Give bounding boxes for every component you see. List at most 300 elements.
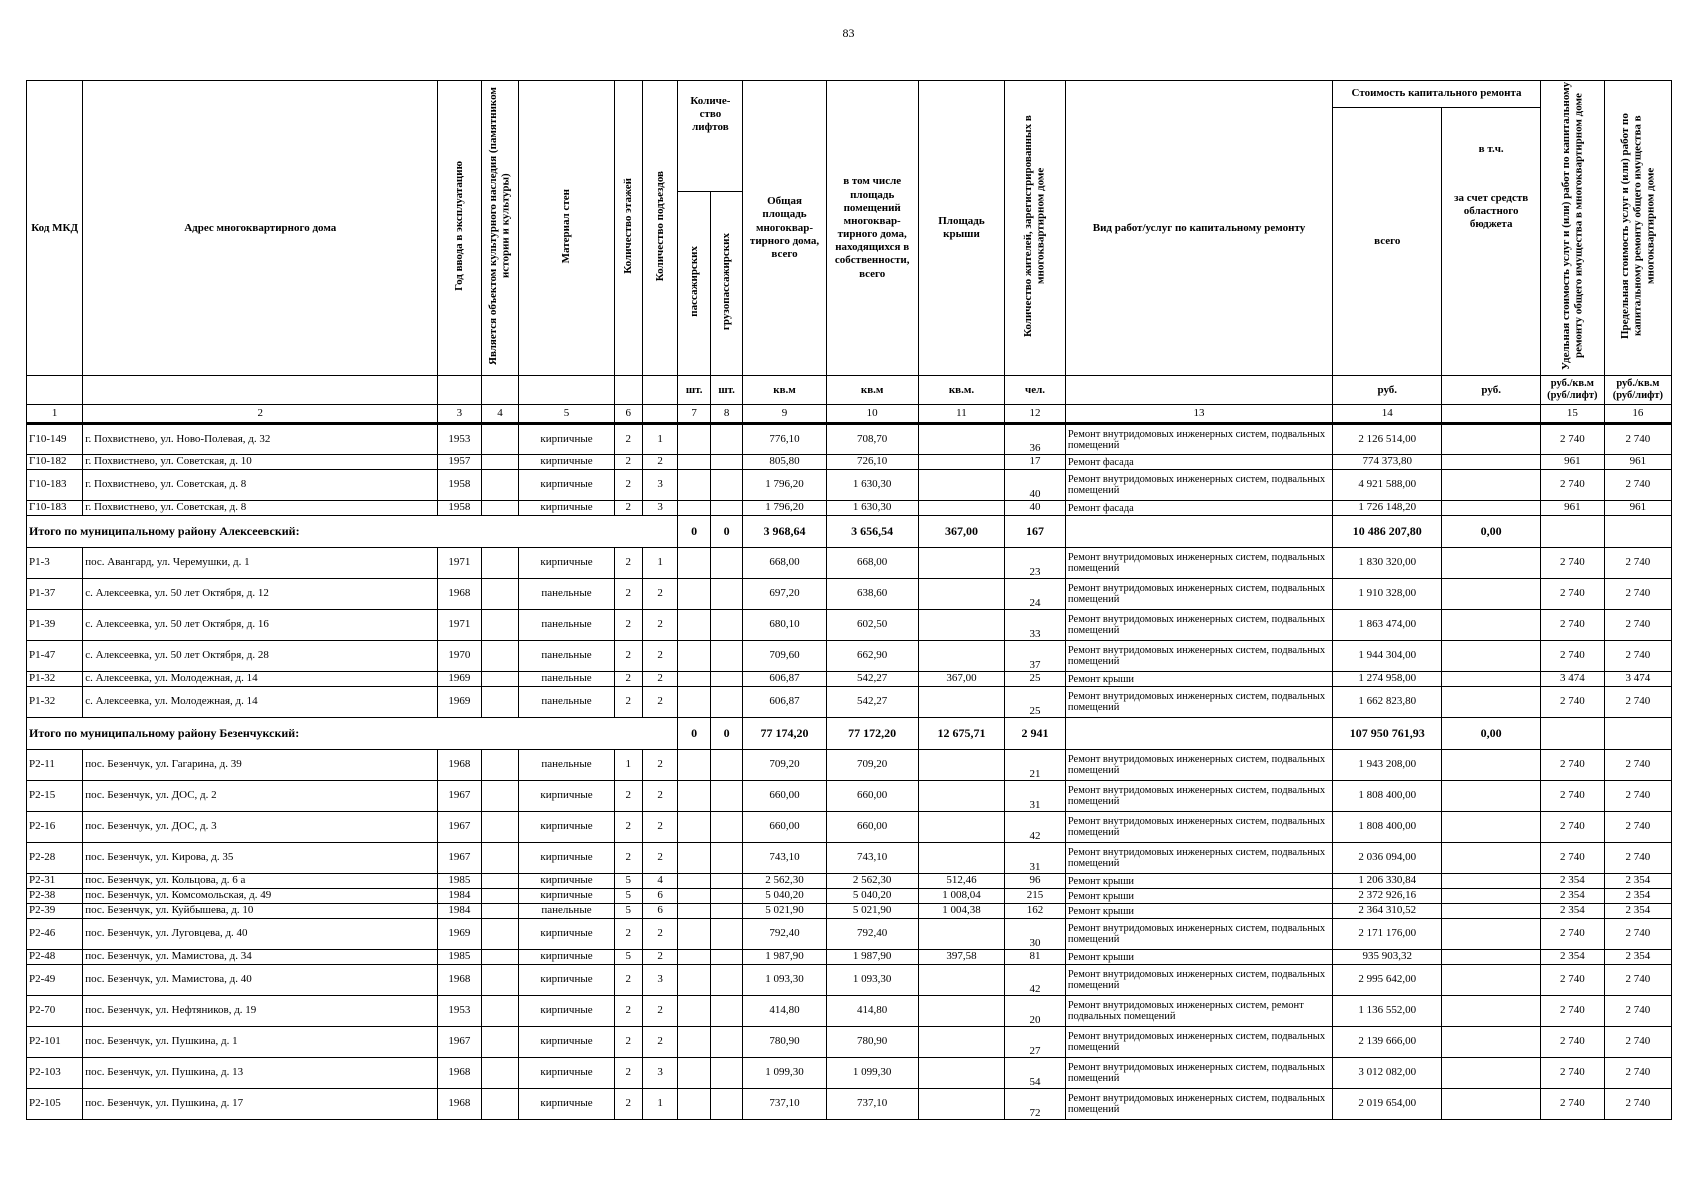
roof-area: 1 004,38: [918, 904, 1005, 919]
unit-cost: 3 474: [1540, 672, 1604, 687]
work-type: Ремонт внутридомовых инженерных систем, подвальных помещений: [1065, 1027, 1332, 1058]
wall-material: панельные: [519, 904, 614, 919]
limit-cost: 2 740: [1604, 610, 1671, 641]
wall-material: кирпичные: [519, 1089, 614, 1120]
work-type: Ремонт крыши: [1065, 904, 1332, 919]
house-address: пос. Безенчук, ул. ДОС, д. 2: [83, 781, 438, 812]
limit-cost: 2 740: [1604, 579, 1671, 610]
residents-count: 31: [1005, 843, 1066, 874]
owned-area: 726,10: [826, 455, 918, 470]
heritage-cell: [481, 470, 519, 501]
total-passenger-elevators: 0: [678, 718, 710, 750]
regional-cost: [1442, 548, 1540, 579]
roof-area: 397,58: [918, 950, 1005, 965]
residents-count: 42: [1005, 812, 1066, 843]
regional-cost: [1442, 889, 1540, 904]
limit-cost: 2 740: [1604, 843, 1671, 874]
freight-elevators: [710, 1089, 742, 1120]
residents-count: 20: [1005, 996, 1066, 1027]
mkd-code: Р1-37: [27, 579, 83, 610]
total-area: 5 040,20: [743, 889, 826, 904]
owned-area: 2 562,30: [826, 874, 918, 889]
total-residents: 167: [1005, 516, 1066, 548]
residents-count: 54: [1005, 1058, 1066, 1089]
total-area: 709,20: [743, 750, 826, 781]
mkd-code: Р2-105: [27, 1089, 83, 1120]
year-built: 1958: [438, 501, 481, 516]
owned-area: 743,10: [826, 843, 918, 874]
freight-elevators: [710, 610, 742, 641]
heritage-cell: [481, 1027, 519, 1058]
work-type: Ремонт внутридомовых инженерных систем, подвальных помещений: [1065, 750, 1332, 781]
unit-cost: 2 740: [1540, 424, 1604, 455]
table-row: [27, 1058, 1672, 1089]
repair-cost: 1 274 958,00: [1333, 672, 1442, 687]
unit-cell: чел.: [1005, 376, 1066, 405]
passenger-elevators: [678, 579, 710, 610]
total-owned-area: 3 656,54: [826, 516, 918, 548]
residents-count: 37: [1005, 641, 1066, 672]
mkd-code: Р2-28: [27, 843, 83, 874]
regional-cost: [1442, 812, 1540, 843]
heritage-cell: [481, 1058, 519, 1089]
year-built: 1971: [438, 548, 481, 579]
repair-cost: 2 171 176,00: [1333, 919, 1442, 950]
column-number: 15: [1540, 405, 1604, 424]
work-type: Ремонт внутридомовых инженерных систем, подвальных помещений: [1065, 1089, 1332, 1120]
header-residents: Количество жителей, зарегистрированных в многоквартирном доме: [1005, 81, 1066, 376]
entrances-count: 2: [642, 919, 678, 950]
table-row: [27, 843, 1672, 874]
table-row: [27, 610, 1672, 641]
owned-area: 5 021,90: [826, 904, 918, 919]
total-area: 1 093,30: [743, 965, 826, 996]
floors-count: 2: [614, 548, 642, 579]
passenger-elevators: [678, 687, 710, 718]
year-built: 1968: [438, 965, 481, 996]
passenger-elevators: [678, 781, 710, 812]
header-total-area: Общая площадь многоквар-тирного дома, всего: [743, 81, 826, 376]
unit-cost: 2 740: [1540, 919, 1604, 950]
year-built: 1968: [438, 1058, 481, 1089]
table-row: [27, 672, 1672, 687]
work-type: Ремонт внутридомовых инженерных систем, подвальных помещений: [1065, 579, 1332, 610]
passenger-elevators: [678, 672, 710, 687]
heritage-cell: [481, 424, 519, 455]
house-address: с. Алексеевка, ул. Молодежная, д. 14: [83, 687, 438, 718]
house-address: пос. Безенчук, ул. ДОС, д. 3: [83, 812, 438, 843]
unit-cost: 2 354: [1540, 950, 1604, 965]
year-built: 1953: [438, 424, 481, 455]
repair-cost: 774 373,80: [1333, 455, 1442, 470]
header-code: Код МКД: [27, 81, 83, 376]
unit-cost: 2 354: [1540, 874, 1604, 889]
entrances-count: 2: [642, 812, 678, 843]
total-freight-elevators: 0: [710, 516, 742, 548]
floors-count: 2: [614, 1089, 642, 1120]
table-cell: [1540, 516, 1604, 548]
owned-area: 792,40: [826, 919, 918, 950]
repair-cost: 1 662 823,80: [1333, 687, 1442, 718]
total-area: 1 796,20: [743, 501, 826, 516]
floors-count: 2: [614, 455, 642, 470]
unit-cost: 2 354: [1540, 889, 1604, 904]
heritage-cell: [481, 1089, 519, 1120]
district-total-label: Итого по муниципальному району Алексеевский:: [27, 516, 678, 548]
freight-elevators: [710, 965, 742, 996]
heritage-cell: [481, 950, 519, 965]
total-area: 1 796,20: [743, 470, 826, 501]
house-address: пос. Безенчук, ул. Куйбышева, д. 10: [83, 904, 438, 919]
header-limit-cost: Предельная стоимость услуг и (или) работ по капитальному ремонту общего имущества в многоквартирном доме: [1604, 81, 1671, 376]
heritage-cell: [481, 610, 519, 641]
column-number: 3: [438, 405, 481, 424]
header-regional: за счет средств областного бюджета: [1442, 192, 1540, 376]
residents-count: 27: [1005, 1027, 1066, 1058]
passenger-elevators: [678, 965, 710, 996]
unit-cost: 2 740: [1540, 470, 1604, 501]
house-address: пос. Безенчук, ул. Кирова, д. 35: [83, 843, 438, 874]
header-work-type: Вид работ/услуг по капитальному ремонту: [1065, 81, 1332, 376]
mkd-code: Р2-103: [27, 1058, 83, 1089]
heritage-cell: [481, 579, 519, 610]
year-built: 1967: [438, 812, 481, 843]
residents-count: 215: [1005, 889, 1066, 904]
freight-elevators: [710, 687, 742, 718]
table-row: [27, 950, 1672, 965]
repair-cost: 1 863 474,00: [1333, 610, 1442, 641]
unit-cost: 2 740: [1540, 1027, 1604, 1058]
floors-count: 2: [614, 781, 642, 812]
freight-elevators: [710, 548, 742, 579]
table-row: [27, 812, 1672, 843]
owned-area: 662,90: [826, 641, 918, 672]
district-total-label: Итого по муниципальному району Безенчукский:: [27, 718, 678, 750]
total-regional-cost: 0,00: [1442, 718, 1540, 750]
floors-count: 5: [614, 889, 642, 904]
floors-count: 1: [614, 750, 642, 781]
repair-cost: 2 364 310,52: [1333, 904, 1442, 919]
limit-cost: 961: [1604, 501, 1671, 516]
passenger-elevators: [678, 548, 710, 579]
freight-elevators: [710, 424, 742, 455]
unit-cost: 2 740: [1540, 996, 1604, 1027]
roof-area: [918, 965, 1005, 996]
limit-cost: 2 740: [1604, 812, 1671, 843]
heritage-cell: [481, 843, 519, 874]
regional-cost: [1442, 579, 1540, 610]
roof-area: [918, 843, 1005, 874]
owned-area: 1 630,30: [826, 470, 918, 501]
column-number: 2: [83, 405, 438, 424]
table-cell: [1604, 718, 1671, 750]
total-area: 737,10: [743, 1089, 826, 1120]
wall-material: панельные: [519, 641, 614, 672]
passenger-elevators: [678, 874, 710, 889]
regional-cost: [1442, 641, 1540, 672]
residents-count: 21: [1005, 750, 1066, 781]
unit-cost: 2 740: [1540, 579, 1604, 610]
roof-area: 512,46: [918, 874, 1005, 889]
house-address: пос. Безенчук, ул. Мамистова, д. 40: [83, 965, 438, 996]
total-roof-area: 12 675,71: [918, 718, 1005, 750]
limit-cost: 2 740: [1604, 750, 1671, 781]
owned-area: 542,27: [826, 672, 918, 687]
entrances-count: 1: [642, 1089, 678, 1120]
heritage-cell: [481, 965, 519, 996]
repair-cost: 3 012 082,00: [1333, 1058, 1442, 1089]
column-number: 5: [519, 405, 614, 424]
roof-area: [918, 1089, 1005, 1120]
repair-registry-table: [26, 80, 1672, 1120]
year-built: 1969: [438, 919, 481, 950]
total-regional-cost: 0,00: [1442, 516, 1540, 548]
table-row: [27, 904, 1672, 919]
total-area: 776,10: [743, 424, 826, 455]
floors-count: 2: [614, 579, 642, 610]
wall-material: кирпичные: [519, 812, 614, 843]
freight-elevators: [710, 874, 742, 889]
work-type: Ремонт фасада: [1065, 501, 1332, 516]
unit-cost: 2 740: [1540, 812, 1604, 843]
roof-area: [918, 750, 1005, 781]
repair-cost: 2 995 642,00: [1333, 965, 1442, 996]
total-area: 606,87: [743, 687, 826, 718]
owned-area: 1 987,90: [826, 950, 918, 965]
repair-cost: 1 830 320,00: [1333, 548, 1442, 579]
table-row: [27, 889, 1672, 904]
residents-count: 42: [1005, 965, 1066, 996]
freight-elevators: [710, 996, 742, 1027]
floors-count: 2: [614, 424, 642, 455]
repair-cost: 1 808 400,00: [1333, 812, 1442, 843]
unit-cost: 2 354: [1540, 904, 1604, 919]
residents-count: 25: [1005, 687, 1066, 718]
column-number: 4: [481, 405, 519, 424]
total-area: 743,10: [743, 843, 826, 874]
header-incl: в т.ч.: [1442, 108, 1540, 192]
regional-cost: [1442, 1089, 1540, 1120]
wall-material: кирпичные: [519, 919, 614, 950]
table-row: [27, 687, 1672, 718]
unit-cell: шт.: [678, 376, 710, 405]
floors-count: 5: [614, 950, 642, 965]
heritage-cell: [481, 781, 519, 812]
regional-cost: [1442, 919, 1540, 950]
work-type: Ремонт внутридомовых инженерных систем, подвальных помещений: [1065, 548, 1332, 579]
floors-count: 2: [614, 812, 642, 843]
mkd-code: Р2-15: [27, 781, 83, 812]
unit-cell: руб.: [1333, 376, 1442, 405]
freight-elevators: [710, 904, 742, 919]
wall-material: кирпичные: [519, 470, 614, 501]
mkd-code: Р1-32: [27, 687, 83, 718]
entrances-count: 2: [642, 672, 678, 687]
passenger-elevators: [678, 470, 710, 501]
wall-material: кирпичные: [519, 950, 614, 965]
wall-material: кирпичные: [519, 889, 614, 904]
roof-area: [918, 424, 1005, 455]
passenger-elevators: [678, 812, 710, 843]
wall-material: панельные: [519, 750, 614, 781]
work-type: Ремонт внутридомовых инженерных систем, подвальных помещений: [1065, 781, 1332, 812]
house-address: пос. Авангард, ул. Черемушки, д. 1: [83, 548, 438, 579]
freight-elevators: [710, 750, 742, 781]
table-row: [27, 501, 1672, 516]
unit-cost: 2 740: [1540, 750, 1604, 781]
floors-count: 5: [614, 904, 642, 919]
owned-area: 414,80: [826, 996, 918, 1027]
house-address: пос. Безенчук, ул. Мамистова, д. 34: [83, 950, 438, 965]
mkd-code: Р1-32: [27, 672, 83, 687]
regional-cost: [1442, 781, 1540, 812]
house-address: г. Похвистнево, ул. Советская, д. 8: [83, 501, 438, 516]
regional-cost: [1442, 750, 1540, 781]
table-row: [27, 579, 1672, 610]
freight-elevators: [710, 470, 742, 501]
work-type: Ремонт крыши: [1065, 874, 1332, 889]
regional-cost: [1442, 672, 1540, 687]
regional-cost: [1442, 424, 1540, 455]
work-type: Ремонт крыши: [1065, 672, 1332, 687]
residents-count: 162: [1005, 904, 1066, 919]
work-type: Ремонт внутридомовых инженерных систем, подвальных помещений: [1065, 843, 1332, 874]
freight-elevators: [710, 501, 742, 516]
passenger-elevators: [678, 1089, 710, 1120]
house-address: пос. Безенчук, ул. Пушкина, д. 13: [83, 1058, 438, 1089]
year-built: 1958: [438, 470, 481, 501]
residents-count: 40: [1005, 470, 1066, 501]
year-built: 1971: [438, 610, 481, 641]
total-passenger-elevators: 0: [678, 516, 710, 548]
column-number: [1442, 405, 1540, 424]
roof-area: [918, 548, 1005, 579]
house-address: пос. Безенчук, ул. Гагарина, д. 39: [83, 750, 438, 781]
limit-cost: 2 740: [1604, 781, 1671, 812]
table-row: [27, 470, 1672, 501]
heritage-cell: [481, 501, 519, 516]
entrances-count: 2: [642, 1027, 678, 1058]
mkd-code: Р2-101: [27, 1027, 83, 1058]
table-row: [27, 1089, 1672, 1120]
house-address: г. Похвистнево, ул. Советская, д. 10: [83, 455, 438, 470]
heritage-cell: [481, 672, 519, 687]
total-area: 414,80: [743, 996, 826, 1027]
roof-area: [918, 610, 1005, 641]
mkd-code: Р2-16: [27, 812, 83, 843]
floors-count: 2: [614, 641, 642, 672]
house-address: с. Алексеевка, ул. 50 лет Октября, д. 12: [83, 579, 438, 610]
year-built: 1967: [438, 1027, 481, 1058]
owned-area: 668,00: [826, 548, 918, 579]
entrances-count: 2: [642, 455, 678, 470]
column-number: 11: [918, 405, 1005, 424]
freight-elevators: [710, 812, 742, 843]
repair-cost: 2 019 654,00: [1333, 1089, 1442, 1120]
table-cell: [1604, 516, 1671, 548]
total-cost: 10 486 207,80: [1333, 516, 1442, 548]
roof-area: [918, 641, 1005, 672]
owned-area: 737,10: [826, 1089, 918, 1120]
limit-cost: 2 740: [1604, 470, 1671, 501]
regional-cost: [1442, 470, 1540, 501]
work-type: Ремонт внутридомовых инженерных систем, подвальных помещений: [1065, 812, 1332, 843]
unit-cost: 2 740: [1540, 843, 1604, 874]
owned-area: 1 630,30: [826, 501, 918, 516]
roof-area: [918, 1027, 1005, 1058]
entrances-count: 2: [642, 750, 678, 781]
regional-cost: [1442, 843, 1540, 874]
freight-elevators: [710, 455, 742, 470]
heritage-cell: [481, 641, 519, 672]
roof-area: [918, 470, 1005, 501]
passenger-elevators: [678, 424, 710, 455]
district-total-row: [27, 516, 1672, 548]
total-area: 1 987,90: [743, 950, 826, 965]
header-entrances: Количество подъездов: [642, 81, 678, 376]
total-owned-area: 77 172,20: [826, 718, 918, 750]
owned-area: 1 099,30: [826, 1058, 918, 1089]
owned-area: 602,50: [826, 610, 918, 641]
total-area: 77 174,20: [743, 718, 826, 750]
header-year: Год ввода в эксплуатацию: [438, 81, 481, 376]
column-number: 9: [743, 405, 826, 424]
repair-cost: 1 910 328,00: [1333, 579, 1442, 610]
year-built: 1985: [438, 874, 481, 889]
freight-elevators: [710, 889, 742, 904]
year-built: 1953: [438, 996, 481, 1027]
regional-cost: [1442, 950, 1540, 965]
mkd-code: Р1-39: [27, 610, 83, 641]
repair-cost: 1 943 208,00: [1333, 750, 1442, 781]
wall-material: кирпичные: [519, 424, 614, 455]
table-row: [27, 965, 1672, 996]
limit-cost: 2 354: [1604, 950, 1671, 965]
entrances-count: 1: [642, 548, 678, 579]
year-built: 1985: [438, 950, 481, 965]
limit-cost: 2 740: [1604, 965, 1671, 996]
wall-material: панельные: [519, 610, 614, 641]
roof-area: [918, 455, 1005, 470]
regional-cost: [1442, 996, 1540, 1027]
roof-area: [918, 501, 1005, 516]
heritage-cell: [481, 687, 519, 718]
heritage-cell: [481, 874, 519, 889]
freight-elevators: [710, 672, 742, 687]
column-number: 13: [1065, 405, 1332, 424]
unit-cost: 2 740: [1540, 965, 1604, 996]
wall-material: кирпичные: [519, 501, 614, 516]
total-area: 805,80: [743, 455, 826, 470]
year-built: 1984: [438, 904, 481, 919]
unit-cost: 2 740: [1540, 1058, 1604, 1089]
heritage-cell: [481, 750, 519, 781]
wall-material: кирпичные: [519, 1027, 614, 1058]
repair-cost: 1 944 304,00: [1333, 641, 1442, 672]
wall-material: панельные: [519, 579, 614, 610]
table-row: [27, 548, 1672, 579]
wall-material: кирпичные: [519, 781, 614, 812]
column-number: 1: [27, 405, 83, 424]
entrances-count: 6: [642, 889, 678, 904]
header-cost: Стоимость капитального ремонта: [1333, 81, 1541, 108]
house-address: пос. Безенчук, ул. Нефтяников, д. 19: [83, 996, 438, 1027]
total-area: 1 099,30: [743, 1058, 826, 1089]
mkd-code: Р1-3: [27, 548, 83, 579]
entrances-count: 2: [642, 950, 678, 965]
regional-cost: [1442, 965, 1540, 996]
table-row: [27, 1027, 1672, 1058]
